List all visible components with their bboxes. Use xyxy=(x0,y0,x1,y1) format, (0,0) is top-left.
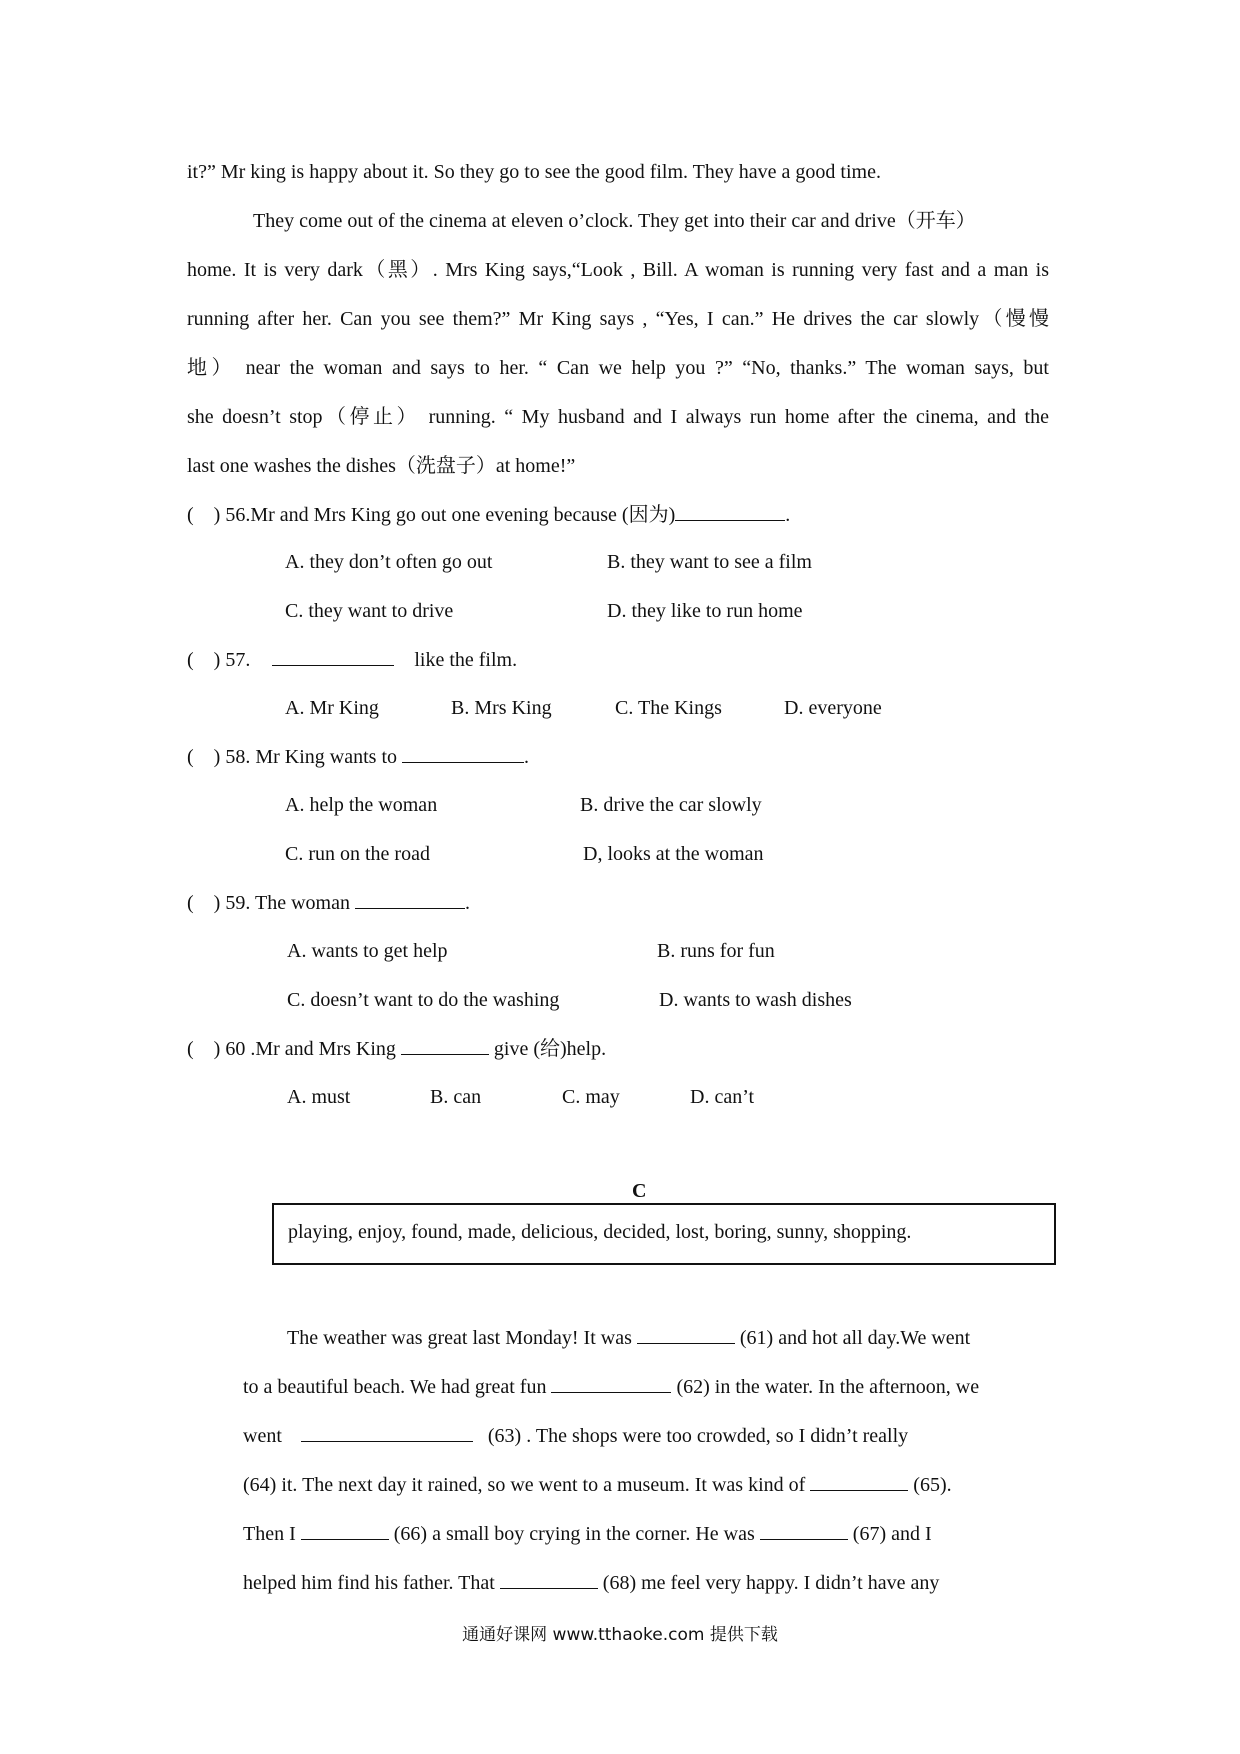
section-title: C xyxy=(632,1180,647,1202)
answer-blank[interactable] xyxy=(401,1036,489,1055)
question-end: . xyxy=(785,504,791,526)
question-end: . xyxy=(524,746,530,768)
passage-c-line-3 xyxy=(243,1423,908,1449)
option-56-a[interactable]: A. they don’t often go out xyxy=(285,551,493,573)
question-60 xyxy=(187,1036,606,1062)
option-58-b[interactable]: B. drive the car slowly xyxy=(580,794,762,816)
passage-text: Then I xyxy=(243,1523,296,1545)
question-number: ) 58. xyxy=(213,746,251,768)
passage-text: (67) and I xyxy=(852,1523,932,1545)
option-59-c[interactable]: C. doesn’t want to do the washing xyxy=(287,989,560,1011)
option-58-d[interactable]: D, looks at the woman xyxy=(583,843,764,865)
option-57-a[interactable]: A. Mr King xyxy=(285,697,379,719)
option-57-b[interactable]: B. Mrs King xyxy=(451,697,552,719)
question-number: ) 57. xyxy=(213,649,251,671)
passage-line-3: home. It is very dark（黑）. Mrs King says,“Look , Bill. A woman is running very fast and a man is xyxy=(187,259,1049,281)
question-end: like the film. xyxy=(414,649,518,671)
question-59 xyxy=(187,890,470,916)
answer-blank[interactable] xyxy=(355,890,465,909)
answer-blank[interactable] xyxy=(402,744,524,763)
question-number: ) 56. xyxy=(213,504,251,526)
answer-bracket[interactable]: ( xyxy=(187,504,194,526)
passage-text: (68) me feel very happy. I didn’t have any xyxy=(602,1572,940,1594)
passage-line-5: 地） near the woman and says to her. “ Can we help you ?” “No, thanks.” The woman says, but xyxy=(187,357,1049,379)
passage-text: The weather was great last Monday! It was xyxy=(287,1327,632,1349)
word-bank-box xyxy=(272,1203,1056,1265)
option-58-a[interactable]: A. help the woman xyxy=(285,794,438,816)
passage-line-1: it?” Mr king is happy about it. So they go to see the good film. They have a good time. xyxy=(187,161,881,183)
word-bank: playing, enjoy, found, made, delicious, decided, lost, boring, sunny, shopping. xyxy=(288,1221,912,1243)
question-stem: Mr and Mrs King xyxy=(255,1038,396,1060)
passage-text: (65). xyxy=(913,1474,952,1496)
passage-c-line-4 xyxy=(243,1472,952,1498)
question-57 xyxy=(187,647,517,673)
option-60-c[interactable]: C. may xyxy=(562,1086,620,1108)
passage-text: went xyxy=(243,1425,282,1447)
answer-blank[interactable] xyxy=(675,502,785,521)
answer-blank[interactable] xyxy=(272,647,394,666)
passage-line-7: last one washes the dishes（洗盘子）at home!” xyxy=(187,455,576,477)
option-57-c[interactable]: C. The Kings xyxy=(615,697,722,719)
passage-line-6: she doesn’t stop（停止） running. “ My husband and I always run home after the cinema, and the xyxy=(187,406,1049,428)
answer-blank-62[interactable] xyxy=(551,1374,671,1393)
answer-bracket[interactable]: ( xyxy=(187,1038,194,1060)
option-58-c[interactable]: C. run on the road xyxy=(285,843,430,865)
passage-text: helped him find his father. That xyxy=(243,1572,495,1594)
passage-text: to a beautiful beach. We had great fun xyxy=(243,1376,547,1398)
answer-bracket[interactable]: ( xyxy=(187,892,194,914)
option-59-a[interactable]: A. wants to get help xyxy=(287,940,448,962)
passage-c-line-5 xyxy=(243,1521,932,1547)
option-57-d[interactable]: D. everyone xyxy=(784,697,882,719)
answer-blank-63[interactable] xyxy=(301,1423,473,1442)
question-number: ) 59. xyxy=(213,892,251,914)
question-number: ) 60 . xyxy=(213,1038,256,1060)
option-60-d[interactable]: D. can’t xyxy=(690,1086,755,1108)
passage-text: (63) . The shops were too crowded, so I didn’t really xyxy=(487,1425,909,1447)
question-stem: The woman xyxy=(254,892,350,914)
option-59-b[interactable]: B. runs for fun xyxy=(657,940,775,962)
passage-c-line-2 xyxy=(243,1374,979,1400)
option-56-d[interactable]: D. they like to run home xyxy=(607,600,803,622)
answer-blank-68[interactable] xyxy=(500,1570,598,1589)
passage-text: (66) a small boy crying in the corner. He was xyxy=(393,1523,755,1545)
question-58 xyxy=(187,744,529,770)
answer-blank-65[interactable] xyxy=(810,1472,908,1491)
option-60-b[interactable]: B. can xyxy=(430,1086,482,1108)
question-stem: Mr and Mrs King go out one evening because (因为) xyxy=(250,504,676,526)
question-end: . xyxy=(464,892,470,914)
passage-text: (64) it. The next day it rained, so we went to a museum. It was kind of xyxy=(243,1474,806,1496)
passage-line-2: They come out of the cinema at eleven o’clock. They get into their car and drive（开车） xyxy=(253,210,976,232)
passage-c-line-6 xyxy=(243,1570,939,1596)
option-56-b[interactable]: B. they want to see a film xyxy=(607,551,812,573)
answer-bracket[interactable]: ( xyxy=(187,649,194,671)
option-60-a[interactable]: A. must xyxy=(287,1086,351,1108)
passage-text: (62) in the water. In the afternoon, we xyxy=(676,1376,980,1398)
question-end: give (给)help. xyxy=(493,1038,607,1060)
passage-text: (61) and hot all day.We went xyxy=(739,1327,971,1349)
answer-blank-61[interactable] xyxy=(637,1325,735,1344)
footer: 通通好课网 www.tthaoke.com 提供下载 xyxy=(462,1625,778,1645)
option-56-c[interactable]: C. they want to drive xyxy=(285,600,454,622)
answer-blank-67[interactable] xyxy=(760,1521,848,1540)
passage-c-line-1 xyxy=(287,1325,970,1351)
question-56 xyxy=(187,502,790,528)
option-59-d[interactable]: D. wants to wash dishes xyxy=(659,989,852,1011)
answer-blank-66[interactable] xyxy=(301,1521,389,1540)
passage-line-4: running after her. Can you see them?” Mr King says , “Yes, I can.” He drives the car slowly（慢慢 xyxy=(187,308,1049,330)
question-stem: Mr King wants to xyxy=(255,746,398,768)
answer-bracket[interactable]: ( xyxy=(187,746,194,768)
